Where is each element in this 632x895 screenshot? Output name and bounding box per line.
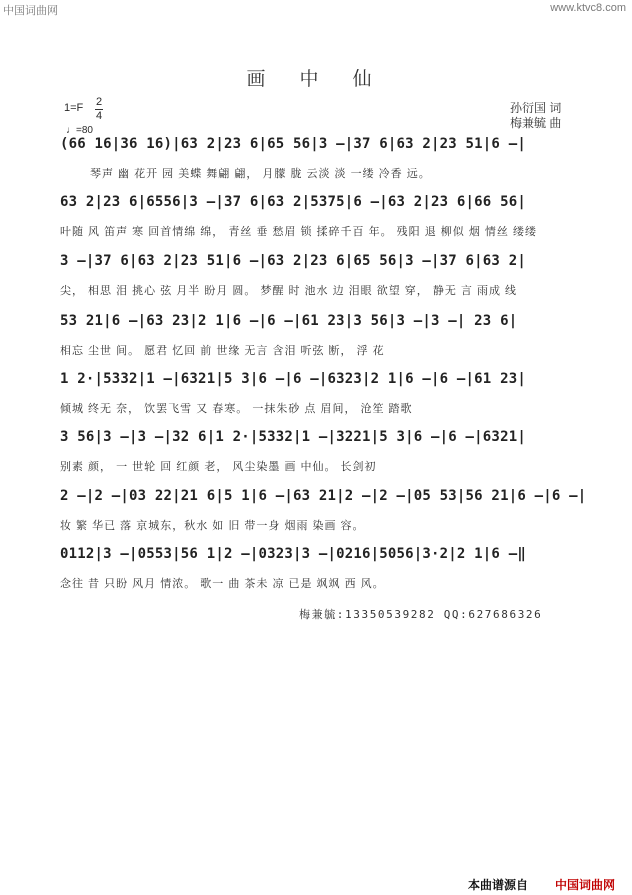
- site-name-top-left: 中国词曲网: [3, 5, 58, 17]
- time-signature-bottom: 4: [95, 110, 103, 122]
- composer-credit: 梅兼毓 曲: [510, 116, 562, 130]
- source-site-link[interactable]: 中国词曲网: [555, 878, 616, 892]
- song-title: 画 中 仙: [246, 68, 386, 90]
- notation-line: 63 2|23 6|6556|3 –|37 6|63 2|5375|6 –|63 2|23 6|66 56|: [60, 194, 526, 210]
- time-signature-top: 2: [95, 96, 103, 108]
- lyrics-line: 念往 昔 只盼 风月 情浓。 歌一 曲 茶未 凉 已是 飒飒 西 风。: [60, 578, 385, 590]
- lyrics-line: 琴声 幽 花开 园 美蝶 舞翩 翩， 月朦 胧 云淡 淡 一缕 冷香 远。: [90, 168, 431, 180]
- time-signature: [95, 97, 103, 122]
- notation-line: 53 21|6 –|63 23|2 1|6 –|6 –|61 23|3 56|3 –|3 –| 23 6|: [60, 313, 518, 329]
- notation-line: (66 16|36 16)|63 2|23 6|65 56|3 –|37 6|63 2|23 51|6 –|: [60, 136, 526, 152]
- notation-line: 0112|3 –|0553|56 1|2 –|0323|3 –|0216|5056|3·2|2 1|6 –‖: [60, 546, 526, 562]
- lyrics-line: 倾城 终无 奈， 饮罢飞雪 又 春寒。 一抹朱砂 点 眉间， 沧笙 踏歌: [60, 403, 413, 415]
- notation-line: 2 –|2 –|03 22|21 6|5 1|6 –|63 21|2 –|2 –|05 53|56 21|6 –|6 –|: [60, 488, 587, 504]
- lyrics-line: 相忘 尘世 间。 愿君 忆回 前 世缘 无言 含泪 听弦 断， 浮 花: [60, 345, 385, 357]
- lyrics-line: 妆 繁 华已 落 京城东，秋水 如 旧 带一身 烟雨 染画 容。: [60, 520, 365, 532]
- source-label: 本曲谱源自: [468, 878, 529, 892]
- lyrics-line: 尖， 相思 泪 挑心 弦 月半 盼月 圆。 梦醒 时 池水 边 泪眼 欲望 穿， 静无 言 雨成 线: [60, 285, 518, 297]
- lyrics-line: 叶随 风 笛声 寒 回首情绵 绵， 青丝 垂 愁眉 锁 揉碎千百 年。 残阳 退 柳似 烟 情丝 缕缕: [60, 226, 537, 238]
- notation-line: 3 –|37 6|63 2|23 51|6 –|63 2|23 6|65 56|3 –|37 6|63 2|: [60, 253, 526, 269]
- tempo-marking: ♩=80: [66, 125, 93, 136]
- lyrics-line: 别素 颜， 一 世轮 回 红颜 老， 风尘染墨 画 中仙。 长剑初: [60, 461, 377, 473]
- notation-line: 3 56|3 –|3 –|32 6|1 2·|5332|1 –|3221|5 3|6 –|6 –|6321|: [60, 429, 526, 445]
- key-signature: 1=F: [64, 102, 84, 114]
- lyricist-credit: 孙衍国 词: [510, 101, 562, 115]
- composer-contact: 梅兼毓:13350539282 QQ:627686326: [299, 608, 543, 621]
- notation-line: 1 2·|5332|1 –|6321|5 3|6 –|6 –|6323|2 1|6 –|6 –|61 23|: [60, 371, 526, 387]
- site-url-top-right: www.ktvc8.com: [550, 2, 626, 14]
- credits: [510, 101, 561, 131]
